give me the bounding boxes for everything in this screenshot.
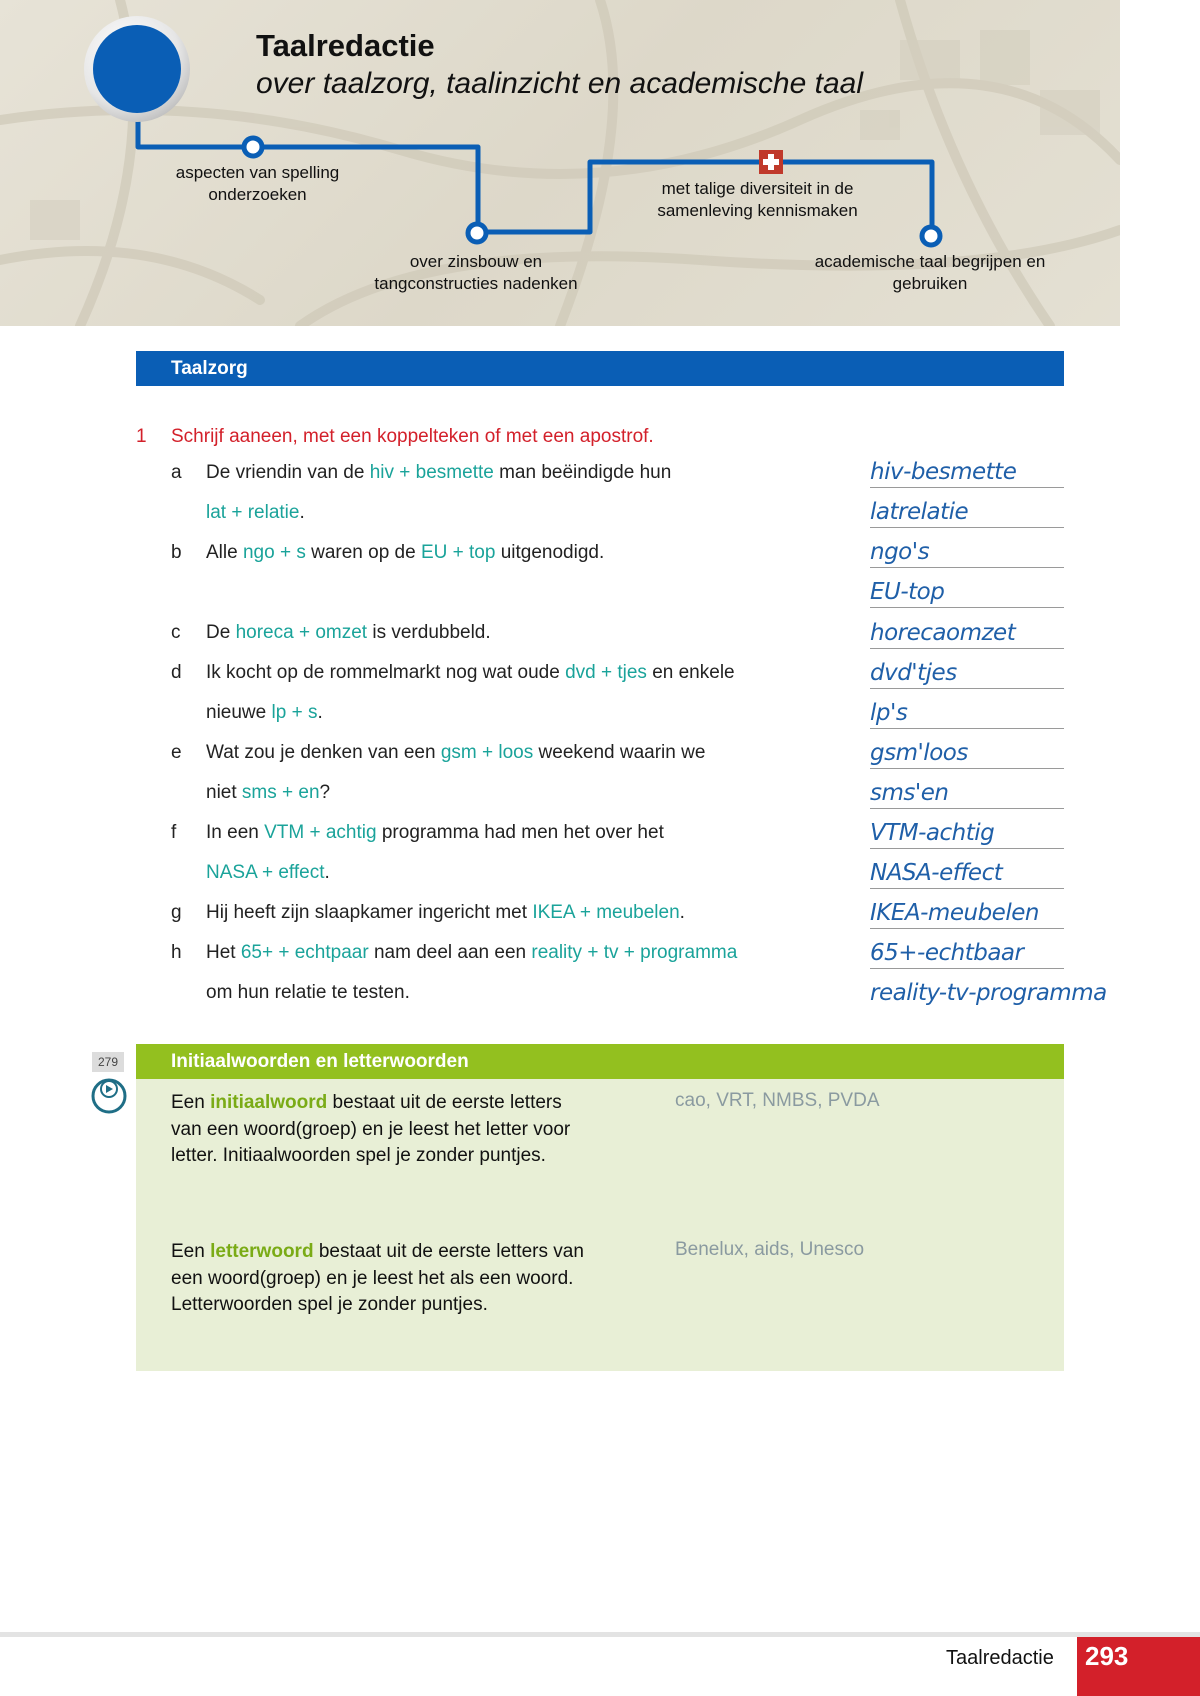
answer-line [870, 768, 1064, 769]
sentence-text: man beëindigde hun [493, 462, 672, 483]
item-sentence [206, 742, 705, 764]
answer-line [870, 527, 1064, 528]
answer-field[interactable]: sms'en [870, 780, 949, 806]
item-letter: f [171, 822, 177, 843]
sentence-text: . [317, 702, 323, 723]
answer-field[interactable]: VTM-achtig [870, 820, 995, 846]
sentence-text: De [206, 622, 236, 643]
route-stop-label: over zinsbouw en tangconstructies nadenken [374, 252, 578, 293]
item-sentence [206, 822, 664, 844]
item-letter: h [171, 942, 182, 963]
answer-field[interactable]: ngo's [870, 539, 930, 565]
example-initiaalwoorden: cao, VRT, NMBS, PVDA [675, 1090, 880, 1111]
answer-line [870, 808, 1064, 809]
answer-field[interactable]: dvd'tjes [870, 660, 957, 686]
route-stop-label: aspecten van spelling onderzoeken [175, 163, 340, 204]
footer-rule [0, 1632, 1200, 1637]
header-banner [0, 0, 1120, 326]
word-combination: hiv + besmette [369, 462, 494, 483]
item-sentence [206, 902, 685, 924]
answer-line [870, 888, 1064, 889]
answer-field[interactable]: lp's [870, 700, 908, 726]
page-number: 293 [1077, 1637, 1200, 1696]
answer-field[interactable]: EU-top [870, 579, 945, 605]
page-subtitle: over taalzorg, taalinzicht en academische taal [256, 67, 864, 100]
definition-letterwoord: Een letterwoord bestaat uit de eerste letters van een woord(groep) en je leest het als een woord. Letterwoorden spel je zonder puntjes. [171, 1241, 584, 1315]
exercise-instruction: Schrijf aaneen, met een koppelteken of met een apostrof. [171, 426, 654, 447]
video-play-icon[interactable] [90, 1076, 128, 1116]
word-combination: horeca + omzet [235, 622, 368, 643]
item-sentence [206, 782, 330, 804]
answer-field[interactable]: reality-tv-programma [870, 980, 1107, 1006]
item-letter: a [171, 462, 182, 483]
example-letterwoorden: Benelux, aids, Unesco [675, 1239, 865, 1260]
sentence-text: programma had men het over het [376, 822, 664, 843]
item-sentence [206, 702, 323, 724]
page-title: Taalredactie [256, 28, 435, 63]
sentence-text: is verdubbeld. [367, 622, 491, 643]
sentence-text: ? [319, 782, 331, 803]
item-letter: d [171, 662, 182, 683]
item-sentence [206, 982, 410, 1004]
answer-line [870, 567, 1064, 568]
footer-label: Taalredactie [946, 1647, 1054, 1669]
item-sentence [206, 622, 491, 644]
word-combination: dvd + tjes [565, 662, 647, 683]
word-combination: VTM + achtig [264, 822, 377, 843]
definition-initiaalwoord: Een initiaalwoord bestaat uit de eerste letters van een woord(groep) en je leest het letter voor letter. Initiaalwoorden spel je zonder puntjes. [171, 1092, 571, 1166]
answer-line [870, 848, 1064, 849]
sentence-text: In een [206, 822, 265, 843]
answer-line [870, 928, 1064, 929]
item-letter: b [171, 542, 182, 563]
answer-field[interactable]: horecaomzet [870, 620, 1016, 646]
word-combination: IKEA + meubelen [532, 902, 680, 923]
item-letter: c [171, 622, 181, 643]
word-combination: lat + relatie [206, 502, 300, 523]
word-combination: gsm + loos [440, 742, 534, 763]
item-sentence [206, 462, 671, 484]
answer-line [870, 688, 1064, 689]
item-letter: g [171, 902, 182, 923]
sentence-text: en enkele [646, 662, 735, 683]
exercise-number: 1 [136, 426, 147, 447]
sentence-text: weekend waarin we [533, 742, 706, 763]
item-sentence [206, 502, 305, 524]
word-combination: NASA + effect [206, 862, 325, 883]
page-reference: 279 [92, 1052, 124, 1072]
sentence-text: Het [206, 942, 241, 963]
sentence-text: om hun relatie te testen. [206, 982, 410, 1003]
answer-line [870, 968, 1064, 969]
sentence-text: . [299, 502, 305, 523]
item-letter: e [171, 742, 182, 763]
word-combination: 65+ + echtpaar [240, 942, 369, 963]
sentence-text: De vriendin van de [206, 462, 370, 483]
sentence-text: nieuwe [206, 702, 272, 723]
sentence-text: Wat zou je denken van een [206, 742, 441, 763]
item-sentence [206, 662, 735, 684]
sentence-text: Hij heeft zijn slaapkamer ingericht met [206, 902, 533, 923]
answer-field[interactable]: gsm'loos [870, 740, 968, 766]
answer-field[interactable]: IKEA-meubelen [870, 900, 1039, 926]
chapter-badge [84, 16, 190, 122]
section-heading-taalzorg: Taalzorg [136, 351, 1064, 386]
word-combination: lp + s [271, 702, 318, 723]
sentence-text: uitgenodigd. [495, 542, 605, 563]
answer-field[interactable]: hiv-besmette [870, 459, 1017, 485]
item-sentence [206, 862, 330, 884]
sentence-text: . [324, 862, 330, 883]
answer-field[interactable]: 65+-echtbaar [870, 940, 1024, 966]
route-stop-label: met talige diversiteit in de samenleving kennismaken [657, 179, 858, 220]
word-combination: EU + top [420, 542, 496, 563]
section-heading-initiaalwoorden: Initiaalwoorden en letterwoorden [136, 1044, 1064, 1079]
sentence-text: Alle [206, 542, 243, 563]
answer-line [870, 728, 1064, 729]
term-initiaalwoord: initiaalwoord [210, 1092, 328, 1113]
item-sentence [206, 942, 737, 964]
term-letterwoord: letterwoord [210, 1241, 314, 1262]
sentence-text: waren op de [305, 542, 421, 563]
answer-line [870, 607, 1064, 608]
word-combination: ngo + s [242, 542, 306, 563]
answer-line [870, 648, 1064, 649]
route-stop-label: academische taal begrijpen en gebruiken [814, 252, 1046, 293]
item-sentence [206, 542, 604, 564]
sentence-text: niet [206, 782, 242, 803]
answer-line [870, 487, 1064, 488]
word-combination: sms + en [241, 782, 320, 803]
word-combination: reality + tv + programma [531, 942, 738, 963]
answer-field[interactable]: latrelatie [870, 499, 969, 525]
answer-field[interactable]: NASA-effect [870, 860, 1003, 886]
sentence-text: . [679, 902, 685, 923]
sentence-text: nam deel aan een [368, 942, 532, 963]
sentence-text: Ik kocht op de rommelmarkt nog wat oude [206, 662, 566, 683]
swiss-cross-icon [759, 150, 783, 174]
